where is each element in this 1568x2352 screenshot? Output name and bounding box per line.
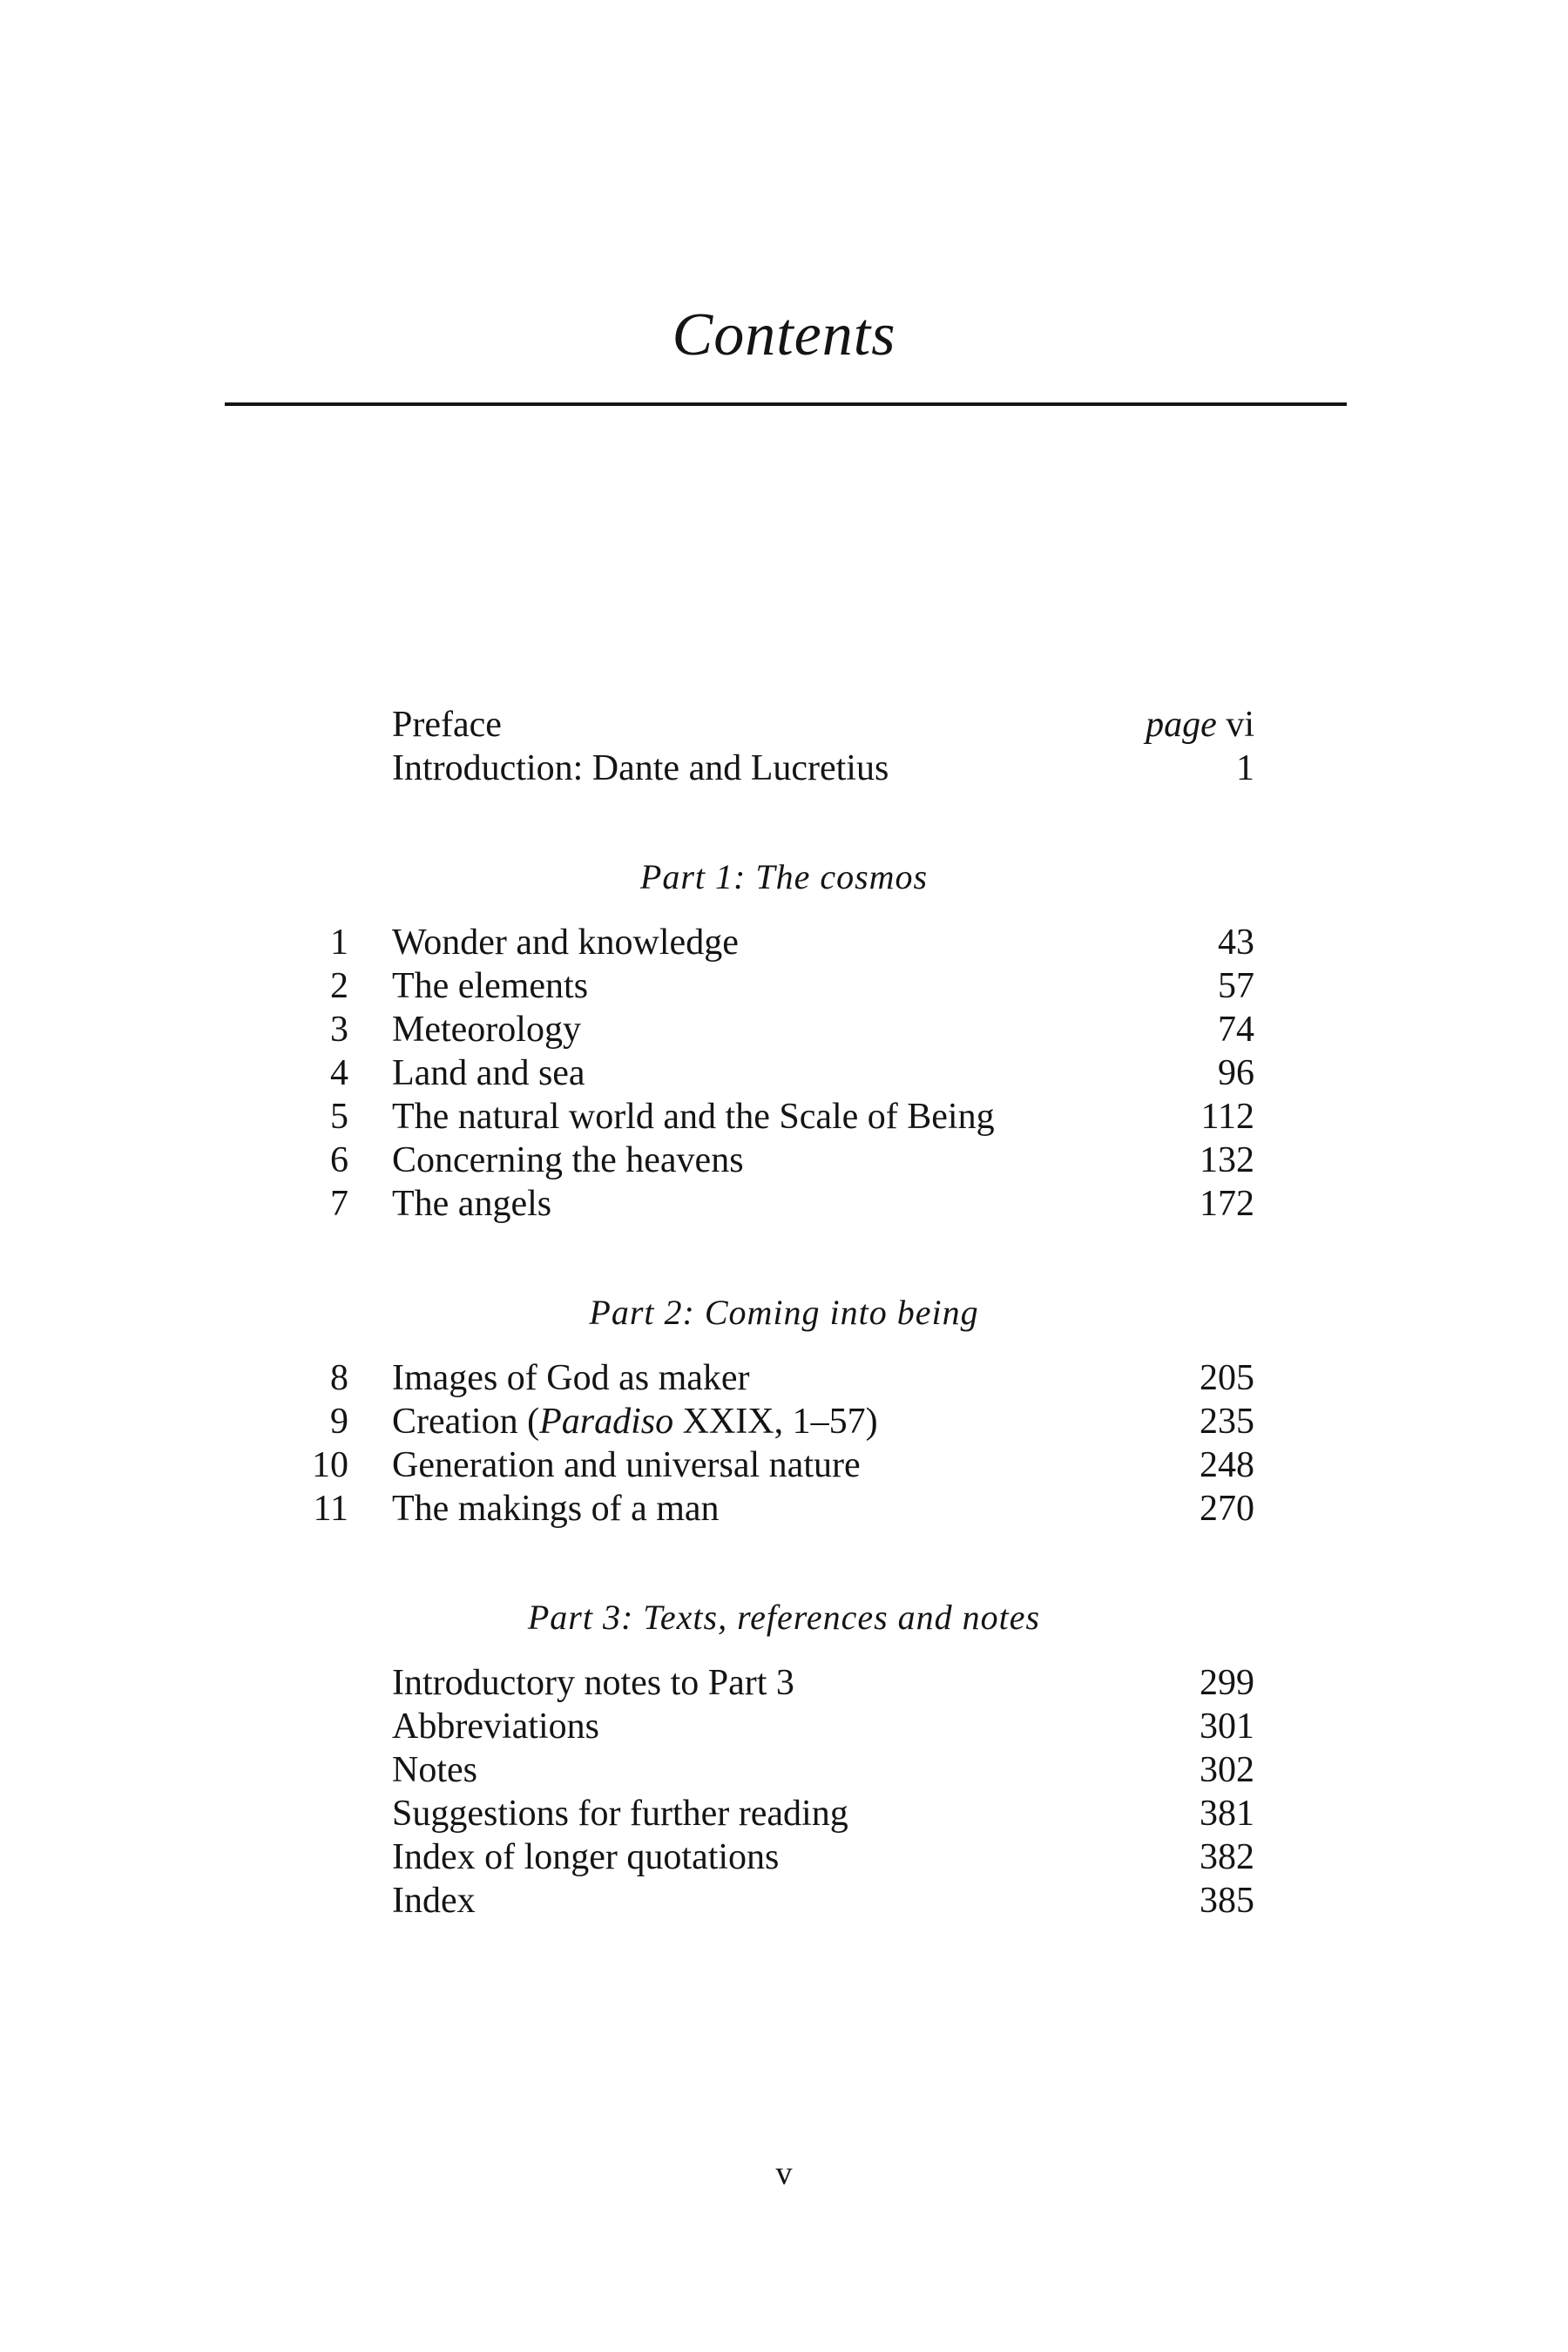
- toc-entry-title: Notes: [392, 1750, 477, 1790]
- title-divider: [225, 402, 1347, 406]
- toc-page-number: 270: [1200, 1489, 1254, 1529]
- toc-page-number: 248: [1200, 1445, 1254, 1485]
- toc-chapter-9[interactable]: [0, 1400, 1568, 1443]
- toc-chapter-10[interactable]: [0, 1443, 1568, 1487]
- toc-entry-introductory-notes[interactable]: [0, 1661, 1568, 1705]
- toc-entry-title: Wonder and knowledge: [392, 923, 739, 963]
- part-2-heading: Part 2: Coming into being: [589, 1293, 979, 1332]
- chapter-number: 3: [330, 1010, 348, 1050]
- toc-entry-title: Introductory notes to Part 3: [392, 1663, 794, 1703]
- page-prefix: page: [1146, 705, 1217, 745]
- toc-entry-title: The elements: [392, 966, 589, 1006]
- toc-page-number: 235: [1200, 1402, 1254, 1442]
- toc-entry-further-reading[interactable]: [0, 1792, 1568, 1835]
- toc-entry-index-quotations[interactable]: [0, 1835, 1568, 1879]
- toc-page-number: 112: [1200, 1097, 1254, 1137]
- chapter-number: 2: [330, 966, 348, 1006]
- toc-entry-introduction[interactable]: [0, 747, 1568, 790]
- toc-entry-title: Creation (Paradiso XXIX, 1–57): [392, 1402, 878, 1442]
- toc-entry-notes[interactable]: [0, 1748, 1568, 1792]
- toc-entry-title: Generation and universal nature: [392, 1445, 861, 1485]
- page-title: Contents: [672, 301, 896, 368]
- chapter-number: 7: [330, 1184, 348, 1224]
- toc-entry-title: Preface: [392, 705, 502, 745]
- toc-chapter-6[interactable]: [0, 1139, 1568, 1182]
- toc-chapter-1[interactable]: [0, 921, 1568, 964]
- toc-page-number: 301: [1200, 1707, 1254, 1747]
- toc-chapter-2[interactable]: [0, 964, 1568, 1008]
- part-1-heading: Part 1: The cosmos: [639, 857, 929, 896]
- chapter-number: 10: [312, 1445, 348, 1485]
- toc-chapter-8[interactable]: [0, 1356, 1568, 1400]
- toc-entry-index[interactable]: [0, 1879, 1568, 1923]
- toc-page-number: 381: [1200, 1794, 1254, 1834]
- chapter-number: 6: [330, 1140, 348, 1180]
- chapter-number: 8: [330, 1358, 348, 1398]
- toc-page-number: 1: [1236, 748, 1254, 788]
- toc-entry-title: Images of God as maker: [392, 1358, 750, 1398]
- toc-page-number: 96: [1218, 1053, 1254, 1093]
- toc-entry-title: The makings of a man: [392, 1489, 720, 1529]
- toc-chapter-3[interactable]: [0, 1008, 1568, 1051]
- chapter-number: 5: [330, 1097, 348, 1137]
- toc-entry-title: Land and sea: [392, 1053, 585, 1093]
- toc-entry-abbreviations[interactable]: [0, 1705, 1568, 1748]
- toc-entry-title: Suggestions for further reading: [392, 1794, 848, 1834]
- toc-entry-title: The angels: [392, 1184, 552, 1224]
- toc-entry-preface[interactable]: [0, 703, 1568, 747]
- toc-page-number: 205: [1200, 1358, 1254, 1398]
- toc-page-number: 172: [1200, 1184, 1254, 1224]
- toc-entry-title: The natural world and the Scale of Being: [392, 1097, 995, 1137]
- toc-entry-title: Introduction: Dante and Lucretius: [392, 748, 889, 788]
- toc-chapter-4[interactable]: [0, 1051, 1568, 1095]
- chapter-number: 9: [330, 1402, 348, 1442]
- toc-page-number: 385: [1200, 1881, 1254, 1921]
- page-number-footer: v: [775, 2155, 793, 2192]
- toc-page-number: 302: [1200, 1750, 1254, 1790]
- toc-chapter-5[interactable]: [0, 1095, 1568, 1139]
- toc-entry-title: Concerning the heavens: [392, 1140, 744, 1180]
- toc-entry-title: Index of longer quotations: [392, 1837, 780, 1877]
- toc-chapter-7[interactable]: [0, 1182, 1568, 1226]
- italic-work-title: Paradiso: [539, 1402, 674, 1442]
- chapter-number: 4: [330, 1053, 348, 1093]
- chapter-number: 11: [313, 1489, 348, 1529]
- toc-page-number: 299: [1200, 1663, 1254, 1703]
- toc-page-number: 74: [1218, 1010, 1254, 1050]
- chapter-number: 1: [330, 923, 348, 963]
- toc-entry-title: Abbreviations: [392, 1707, 599, 1747]
- toc-page-number: 43: [1218, 923, 1254, 963]
- part-3-heading: Part 3: Texts, references and notes: [527, 1598, 1041, 1637]
- toc-page-number: 382: [1200, 1837, 1254, 1877]
- toc-page-number: 57: [1218, 966, 1254, 1006]
- toc-page-number: 132: [1200, 1140, 1254, 1180]
- toc-page-number: page vi: [1146, 705, 1254, 745]
- toc-chapter-11[interactable]: [0, 1487, 1568, 1531]
- toc-entry-title: Meteorology: [392, 1010, 581, 1050]
- toc-entry-title: Index: [392, 1881, 476, 1921]
